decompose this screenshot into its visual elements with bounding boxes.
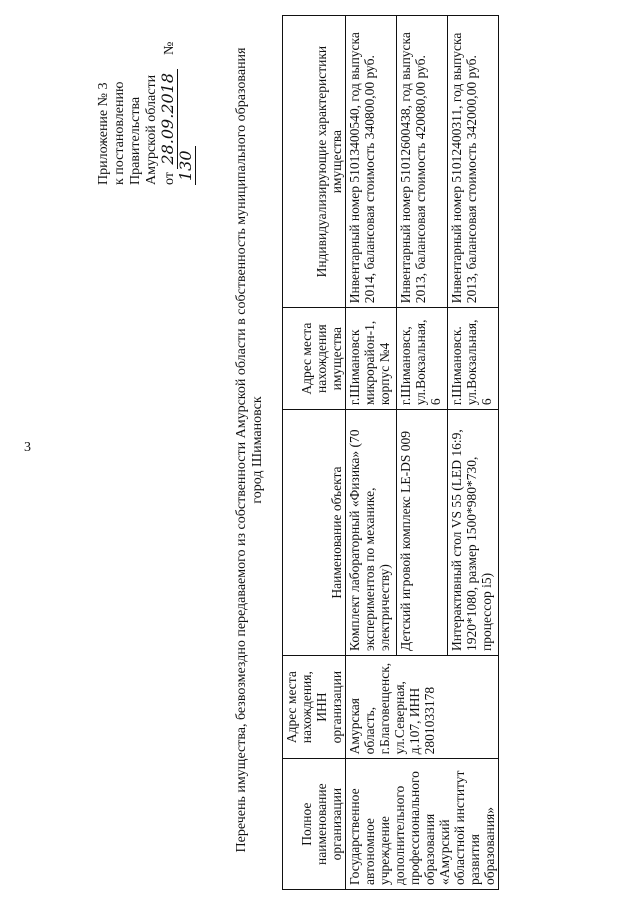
- characteristics-cell: Инвентарный номер 51012400311, год выпуска 2013, балансовая стоимость 342000,00 руб.: [448, 16, 499, 308]
- handwritten-number: 130: [176, 146, 196, 185]
- document-title: [234, 20, 266, 880]
- property-address-cell: г.Шимановск микрорайон-1, корпус №4: [346, 308, 397, 410]
- appendix-date-line: [160, 10, 196, 185]
- title-line-2: город Шимановск: [250, 396, 265, 504]
- number-prefix: №: [162, 41, 177, 55]
- object-name-cell: Детский игровой комплекс LE-DS 009: [397, 410, 448, 656]
- appendix-line-1: Приложение № 3: [96, 82, 111, 185]
- characteristics-cell: Инвентарный номер 51013400540, год выпуска 2014, балансовая стоимость 340800,00 руб.: [346, 16, 397, 308]
- property-address-cell: г.Шимановск, ул.Вокзальная, 6: [397, 308, 448, 410]
- title-line-1: Перечень имущества, безвозмездно передаваемого из собственности Амурской области в собственность муниципального образования: [234, 47, 249, 853]
- org-name-cell: Государственное автономное учреждение дополнительного профессионального образования «Амурский областной институт развития образования»: [346, 759, 499, 890]
- property-address-cell: г.Шимановск. ул.Вокзальная, 6: [448, 308, 499, 410]
- header-property-address: Адрес места нахождения имущества: [283, 308, 346, 410]
- rotated-document: [44, 10, 604, 890]
- appendix-line-2: к постановлению Правительства: [112, 81, 143, 185]
- appendix-line-3: Амурской области: [144, 74, 159, 185]
- org-address-cell: Амурская область, г.Благовещенск, ул.Северная, д.107, ИНН 2801033178: [346, 655, 499, 758]
- page-number: 3: [24, 440, 31, 455]
- object-name-cell: Интерактивный стол VS 55 (LED 16:9, 1920*1080, размер 1500*980*730, процессор i5): [448, 410, 499, 656]
- table-row: [346, 16, 397, 890]
- table-header-row: [283, 16, 346, 890]
- header-characteristics: Индивидуализирующие характеристики имущества: [283, 16, 346, 308]
- handwritten-date: 28.09.2018: [158, 69, 178, 169]
- object-name-cell: Комплект лабораторный «Физика» (70 экспериментов по механике, электричеству): [346, 410, 397, 656]
- property-table: [282, 15, 499, 890]
- header-org-name: Полное наименование организации: [283, 759, 346, 890]
- appendix-block: [96, 10, 196, 185]
- header-object-name: Наименование объекта: [283, 410, 346, 656]
- characteristics-cell: Инвентарный номер 51012600438, год выпуска 2013, балансовая стоимость 420080,00 руб.: [397, 16, 448, 308]
- header-org-address: Адрес места нахождения, ИНН организации: [283, 655, 346, 758]
- date-prefix: от: [162, 172, 177, 185]
